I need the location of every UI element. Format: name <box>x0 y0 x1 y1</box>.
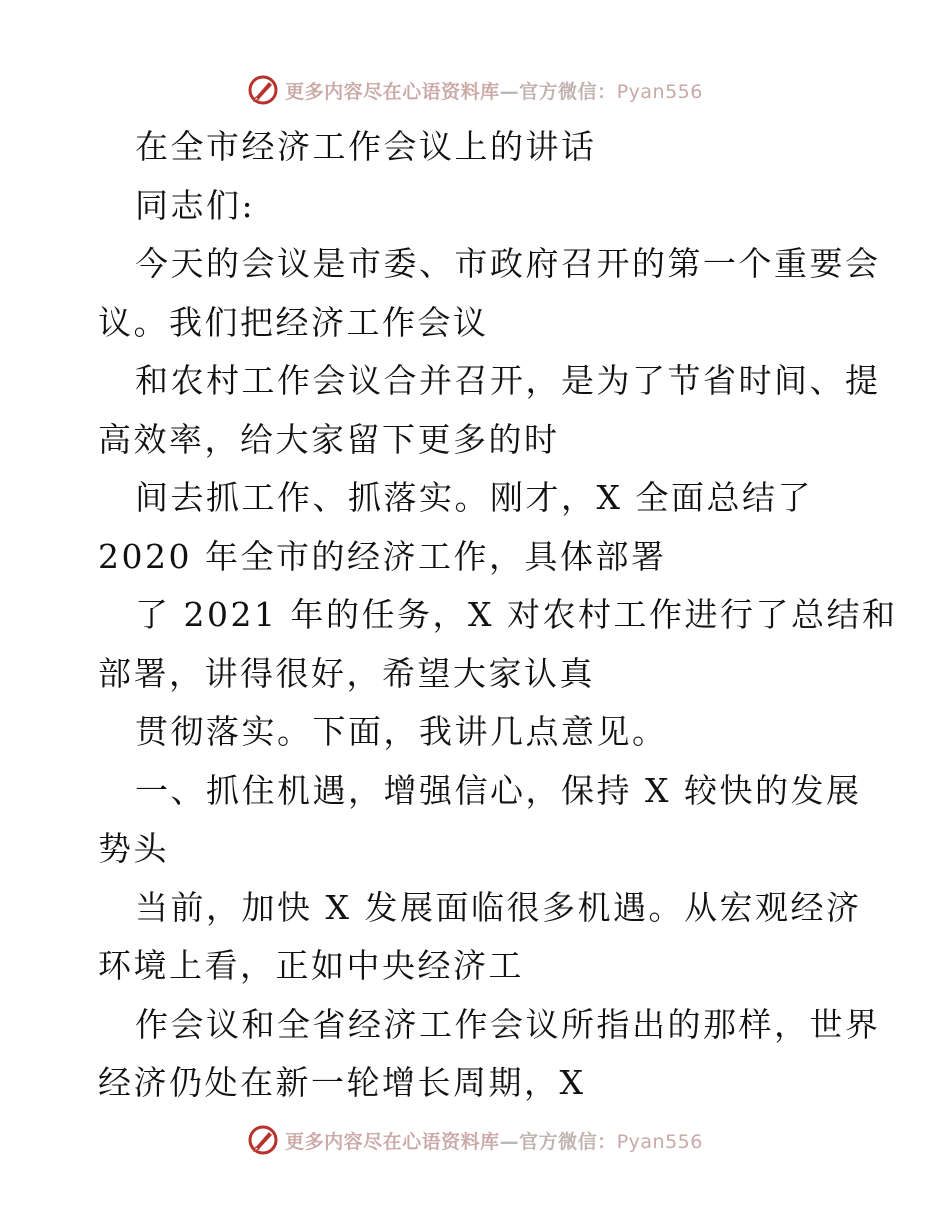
footer-banner-separator: — <box>499 1130 520 1153</box>
footer-banner-text <box>285 1127 703 1154</box>
header-banner-text <box>285 77 703 104</box>
document-line: 今天的会议是市委、市政府召开的第一个重要会 <box>135 244 881 283</box>
document-line: 当前，加快 X 发展面临很多机遇。从宏观经济 <box>135 887 862 927</box>
document-body <box>98 118 898 1113</box>
document-line: 在全市经济工作会议上的讲话 <box>135 127 597 166</box>
pen-logo-icon <box>247 74 279 106</box>
document-line: 作会议和全省经济工作会议所指出的那样，世界 <box>135 1004 881 1044</box>
document-line: 了 2021 年的任务，X 对农村工作进行了总结和 <box>135 595 898 634</box>
document-line: 环境上看，正如中央经济工 <box>98 946 524 985</box>
document-line: 议。我们把经济工作会议 <box>98 302 489 342</box>
document-line: 经济仍处在新一轮增长周期，X <box>98 1063 586 1102</box>
footer-banner-slogan: 更多内容尽在心语资料库 <box>285 1130 500 1153</box>
document-line: 一、抓住机遇，增强信心，保持 X 较快的发展 <box>135 770 862 810</box>
header-banner-slogan: 更多内容尽在心语资料库 <box>285 80 500 103</box>
document-line: 高效率，给大家留下更多的时 <box>98 419 560 459</box>
header-banner-wechat-label: 官方微信： <box>519 80 617 103</box>
footer-banner-inner <box>247 1124 703 1156</box>
header-banner-separator: — <box>499 80 520 103</box>
document-line: 势头 <box>98 829 169 868</box>
document-line: 同志们: <box>135 185 256 225</box>
document-line: 贯彻落实。下面，我讲几点意见。 <box>135 712 668 751</box>
footer-banner-wechat-label: 官方微信： <box>519 1130 617 1153</box>
document-line: 2020 年全市的经济工作，具体部署 <box>98 536 667 576</box>
footer-banner <box>0 1120 950 1160</box>
header-banner <box>0 70 950 110</box>
header-banner-wechat-id: Pyan556 <box>616 80 703 103</box>
document-line: 部署，讲得很好，希望大家认真 <box>98 653 595 693</box>
header-banner-inner <box>247 74 703 106</box>
document-line: 间去抓工作、抓落实。刚才，X 全面总结了 <box>135 478 813 517</box>
document-line: 和农村工作会议合并召开，是为了节省时间、提 <box>135 361 881 400</box>
footer-banner-wechat-id: Pyan556 <box>616 1130 703 1153</box>
pen-logo-icon <box>247 1124 279 1156</box>
